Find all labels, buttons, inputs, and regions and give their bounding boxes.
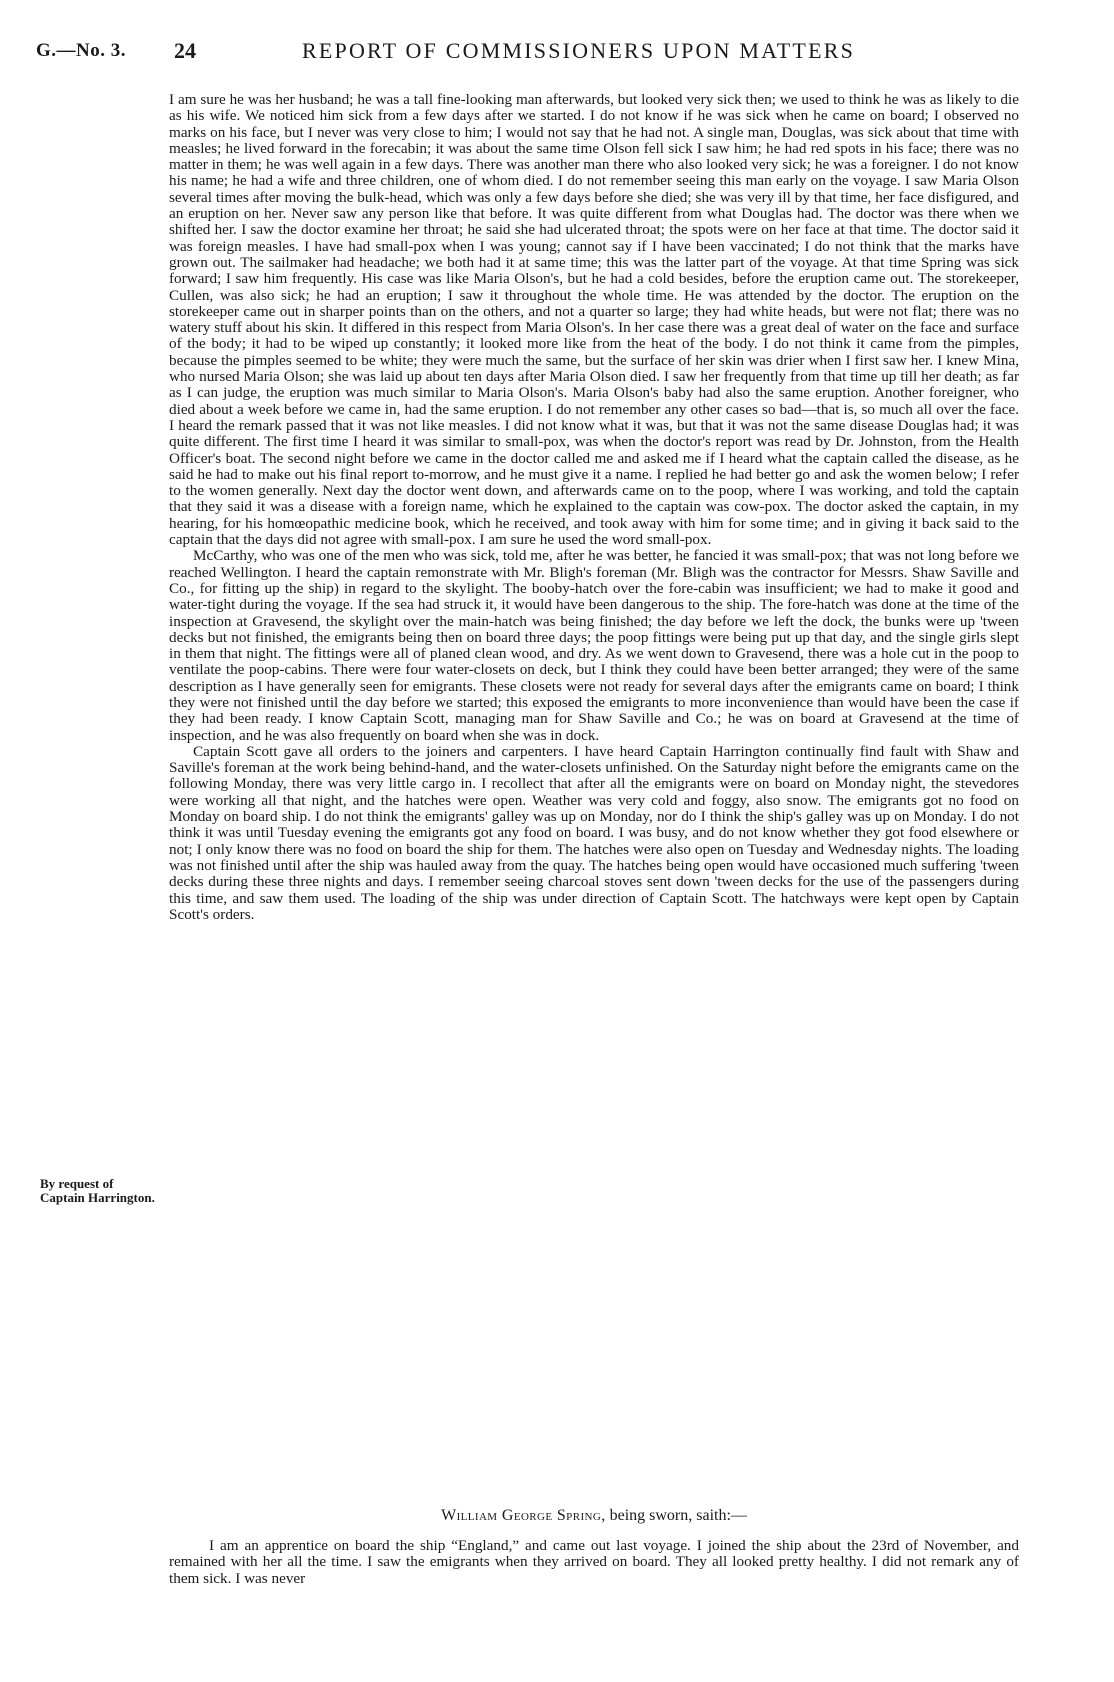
page-header — [36, 40, 1036, 70]
page-number: 24 — [174, 38, 196, 63]
running-title: REPORT OF COMMISSIONERS UPON MATTERS — [302, 38, 856, 63]
paragraph: I am sure he was her husband; he was a tall fine-looking man afterwards, but looked very sick then; we used to think he was as likely to die as his wife. We noticed him sick from a few days after we started. I do not know if he was sick when he came on board; I observed no marks on his face, but I never was very close to him; I would not say that he had not. A single man, Douglas, was sick about that time with measles; he lived forward in the forecabin; it was about the same time Olson fell sick I saw him; he had red spots in his face; there was no matter in them; he was well again in a few days. There was another man there who also looked very sick; he was a foreigner. I do not know his name; he had a wife and three children, one of whom died. I do not remember seeing this man early on the voyage. I saw Maria Olson several times after moving the bulk-head, which was only a few days before she died; she was very ill by that time, her face disfigured, and an eruption on her. Never saw any person like that before. It was quite different from what Douglas had. The doctor was there when we shifted her. I saw the doctor examine her throat; he said she had ulcerated throat; the spots were on her face at that time. The doctor said it was foreign measles. I have had small-pox when I was young; cannot say if I have been vaccinated; I do not think that the marks have grown out. The sailmaker had headache; we both had it at same time; this was the latter part of the voyage. At that time Spring was sick forward; I saw him frequently. His case was like Maria Olson's, but he had a cold besides, before the eruption came out. The storekeeper, Cullen, was also sick; he had an eruption; I saw it throughout the whole time. He was attended by the doctor. The eruption on the storekeeper came out in sharper points than on the others, and not a quarter so large; they had white heads, but were not flat; there was no watery stuff about his skin. It differed in this respect from Maria Olson's. In her case there was a great deal of water on the face and surface of the body; it had to be wiped up constantly; it looked more like from the heat of the body. I do not think it came from the pimples, because the pimples seemed to be white; they were much the same, but the surface of her skin was drier when I first saw her. I knew Mina, who nursed Maria Olson; she was laid up about ten days after Maria Olson died. I saw her frequently from that time up till her death; as far as I can judge, the eruption was much similar to Maria Olson's. Maria Olson's baby had also the same eruption. Another foreigner, who died about a week before we came in, had the same eruption. I do not remember any other cases so bad—that is, so much all over the face. I heard the remark passed that it was not like measles. I did not know what it was, but that it was not the same disease Douglas had; it was quite different. The first time I heard it was similar to small-pox, was when the doctor's report was read by Dr. Johnston, from the Health Officer's boat. The second night before we came in the doctor called me and asked me if I heard what the captain called the disease, as he said he had to make out his final report to-morrow, and he must give it a name. I replied he had better go and ask the women below; I refer to the women generally. Next day the doctor went down, and afterwards came on to the poop, where I was working, and told the captain that they said it was a disease with a foreign name, which he explained to the captain was cow-pox. The doctor asked the captain, in my hearing, for his homœopathic medicine book, which he received, and took away with him for some time; and in giving it back said to the captain that the days did not agree with small-pox. I am sure he used the word small-pox. — [169, 91, 1019, 549]
witness-name: William George Spring, — [441, 1507, 606, 1524]
witness-testimony — [169, 1538, 1019, 1587]
series-number: G.—No. 3. — [36, 40, 126, 61]
margin-note: By request of Captain Harrington. — [40, 1176, 155, 1205]
witness-oath: being sworn, saith:— — [605, 1507, 747, 1524]
testimony-body — [169, 92, 1019, 923]
paragraph: McCarthy, who was one of the men who was sick, told me, after he was better, he fancied it was small-pox; that was not long before we reached Wellington. I heard the captain remonstrate with Mr. Bligh's foreman (Mr. Bligh was the contractor for Messrs. Shaw Saville and Co., for fitting up the ship) in regard to the skylight. The booby-hatch over the fore-cabin was insufficient; we had to make it good and water-tight during the voyage. If the sea had struck it, it would have been dangerous to the ship. The fore-hatch was done at the time of the inspection at Gravesend, the skylight over the main-hatch was being finished; the day before we left the dock, the bunks were up 'tween decks but not finished, the emigrants being then on board three days; the poop fittings were being put up that day, and the single girls slept in them that night. The fittings were all of planed clean wood, and dry. As we went down to Gravesend, there was a hole cut in the poop to ventilate the poop-cabins. There were four water-closets on deck, but I think they could have been better arranged; they were of the same description as I have generally seen for emigrants. These closets were not ready for several days after the emigrants came on board; I think they were not finished until the day before we started; this exposed the emigrants to more inconvenience than would have been the case if they had been ready. I know Captain Scott, managing man for Shaw Saville and Co.; he was on board at Gravesend at the time of inspection, and he was also frequently on board when she was in dock. — [169, 547, 1019, 744]
paragraph: I am an apprentice on board the ship “England,” and came out last voyage. I joined the ship about the 23rd of November, and remained with her all the time. I saw the emigrants when they arrived on board. They all looked pretty healthy. I did not remark any of them sick. I was never — [169, 1537, 1019, 1587]
paragraph: Captain Scott gave all orders to the joiners and carpenters. I have heard Captain Harrington continually find fault with Shaw and Saville's foreman at the work being behind-hand, and the water-closets unfinished. On the Saturday night before the emigrants came on the following Monday, there was very little cargo in. I recollect that after all the emigrants were on board on Monday night, the stevedores were working all that night, and the hatches were open. Weather was very cold and foggy, also snow. The emigrants got no food on Monday on board ship. I do not think the emigrants' galley was up on Monday, nor do I think the ship's galley was up on Monday. I do not think it was until Tuesday evening the emigrants got any food on board. I was busy, and do not know whether they got food elsewhere or not; I only know there was no food on board the ship for them. The hatches were also open on Tuesday and Wednesday nights. The loading was not finished until after the ship was hauled away from the quay. The hatches being open would have occasioned much suffering 'tween decks during these three nights and days. I remember seeing charcoal stoves sent down 'tween decks for the use of the passengers during this time, and saw them used. The loading of the ship was under direction of Captain Scott. The hatchways were kept open by Captain Scott's orders. — [169, 742, 1019, 923]
witness-heading — [169, 1507, 1019, 1525]
